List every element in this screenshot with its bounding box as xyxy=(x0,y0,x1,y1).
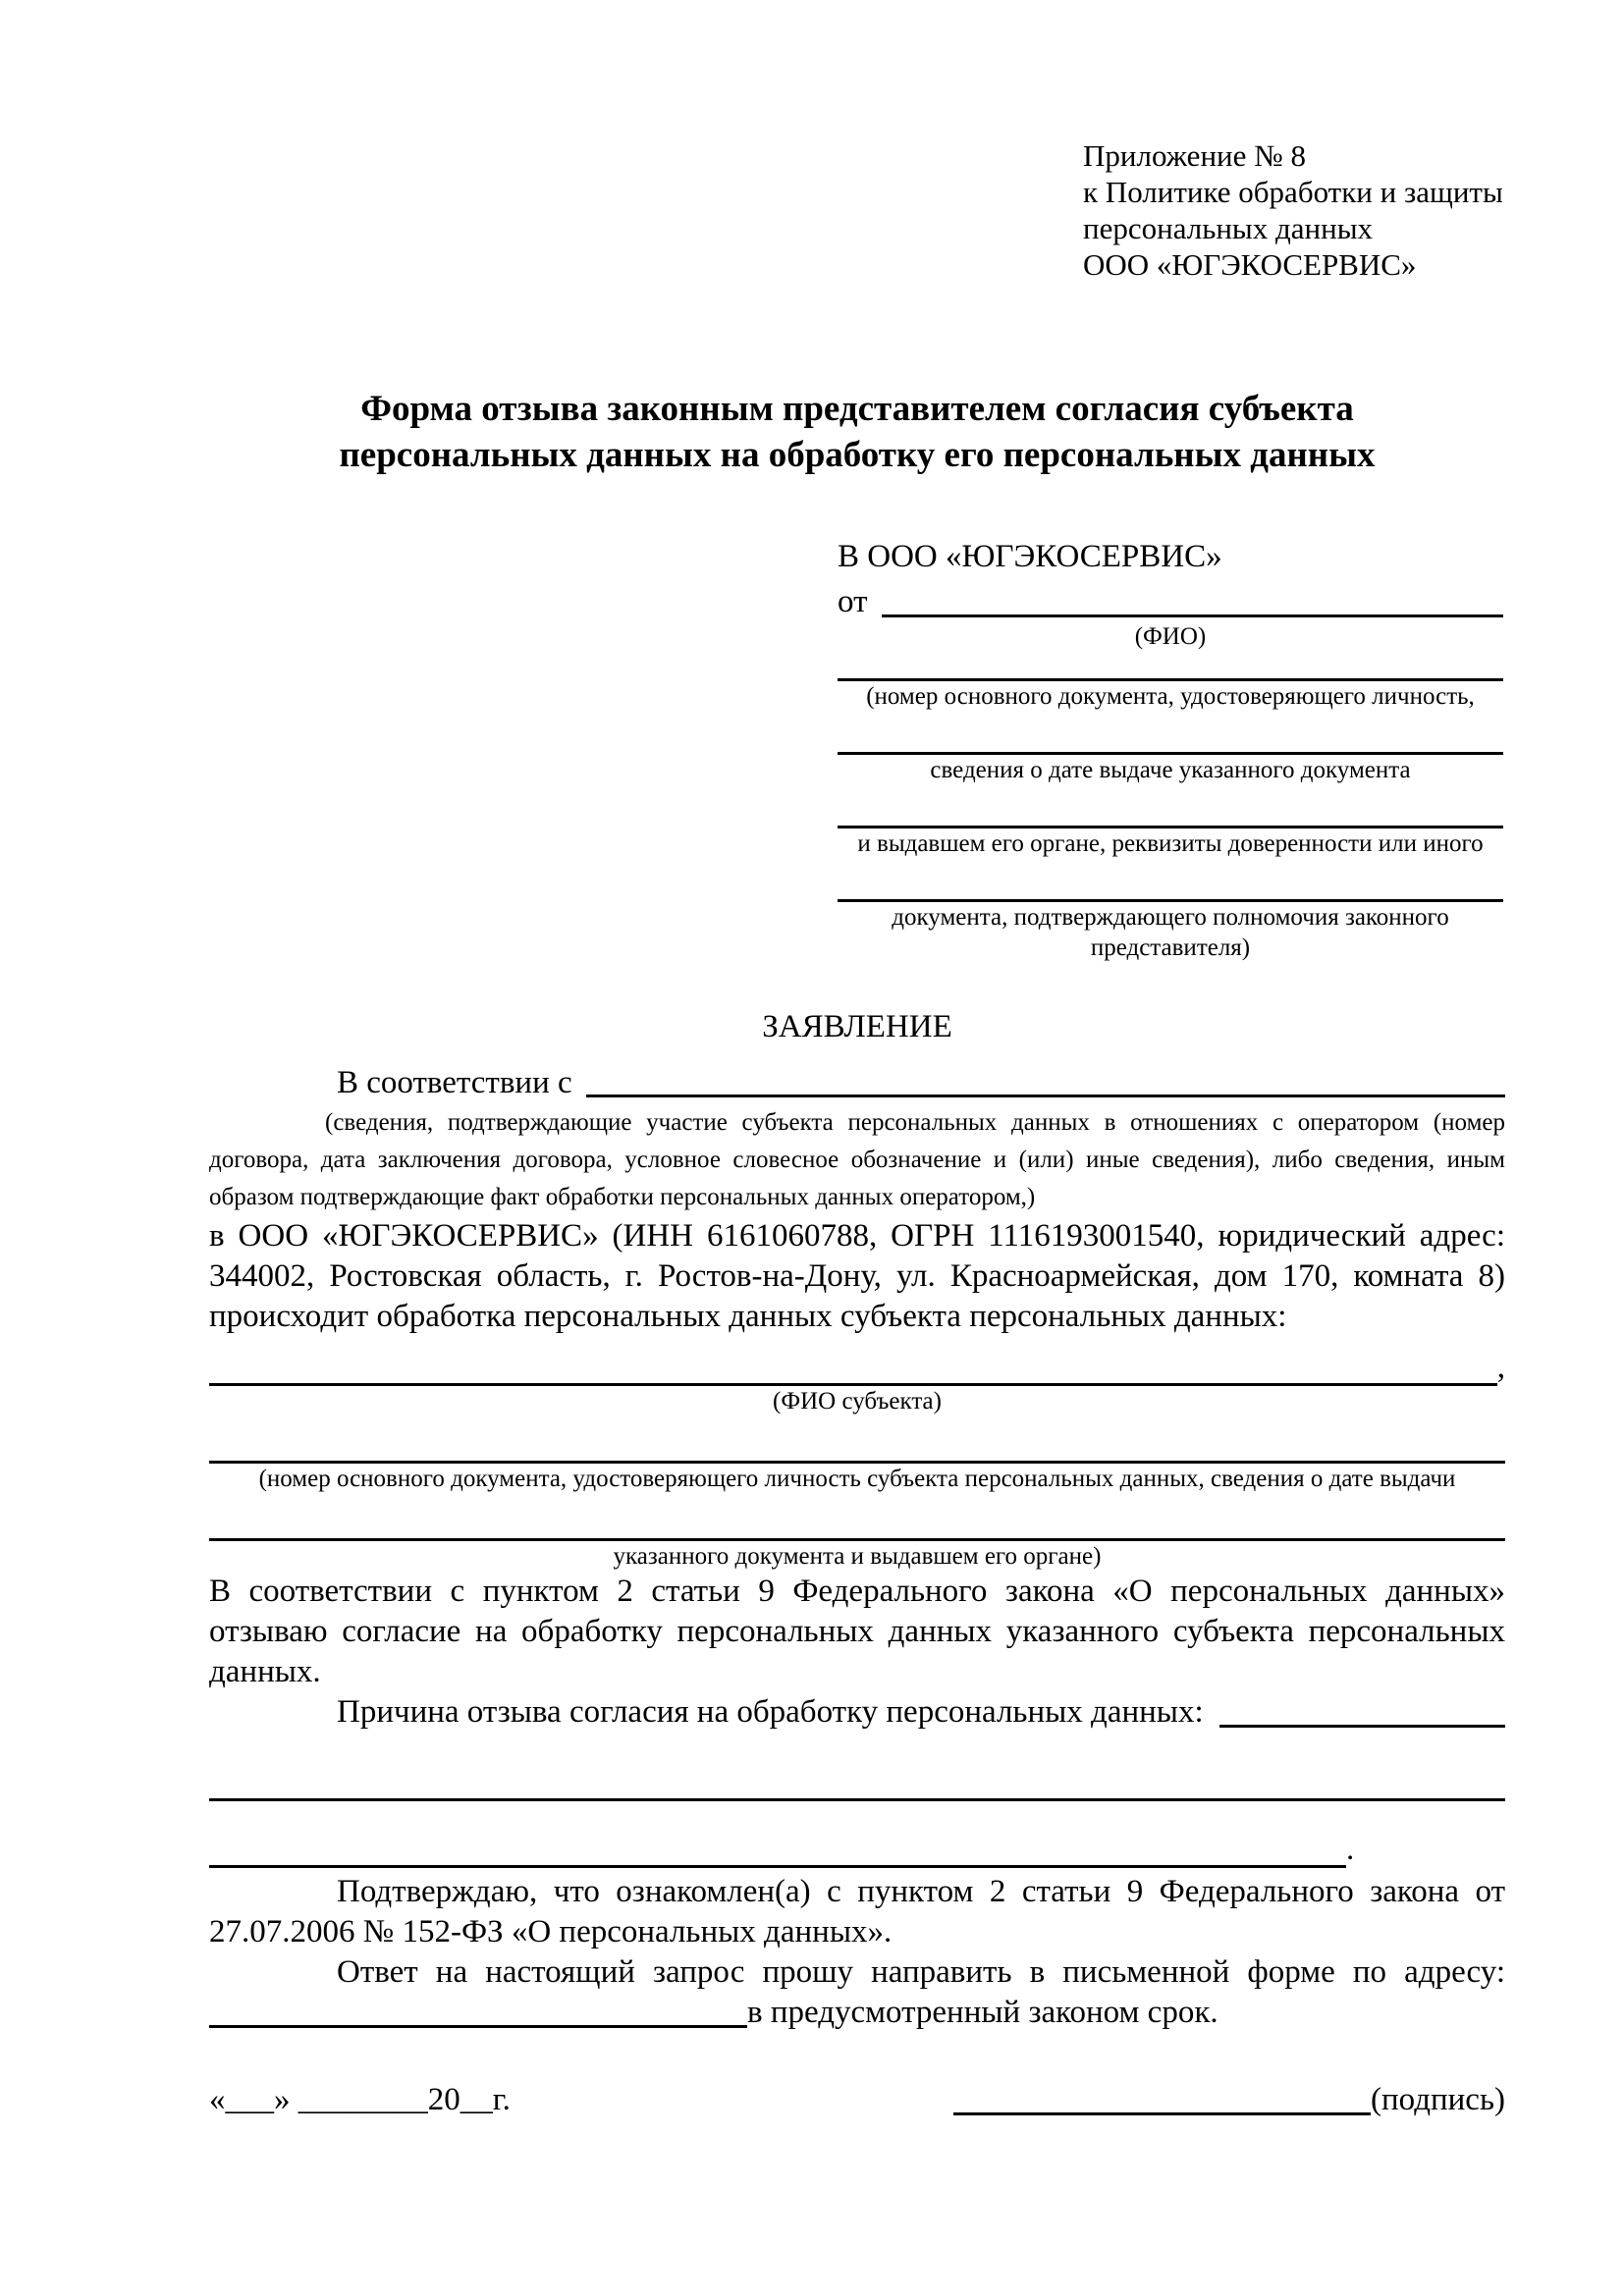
intro-label: В соответствии с xyxy=(337,1065,572,1100)
date-blank-text: «___» ________20__г. xyxy=(209,2082,511,2117)
reason-extra-row-2 xyxy=(209,1829,1505,1868)
reason-label: Причина отзыва согласия на обработку персональных данных: xyxy=(337,1694,1204,1730)
reason-blank-line xyxy=(1219,1692,1505,1728)
representative-doc-blank-line xyxy=(838,859,1503,902)
subject-doc-authority-blank-line xyxy=(209,1494,1505,1541)
doc-authority-blank-line xyxy=(838,785,1503,828)
subject-fio-blank-line xyxy=(209,1341,1497,1386)
reply-paragraph: Ответ на настоящий запрос прошу направить в письменной форме по адресу: xyxy=(337,1954,1505,1990)
statement-heading: ЗАЯВЛЕНИЕ xyxy=(762,1009,952,1044)
doc-number-caption: (номер основного документа, удостоверяющего личность, xyxy=(866,683,1475,710)
footer-row xyxy=(209,2080,1505,2120)
reason-extra-blank-line-2 xyxy=(209,1829,1346,1868)
from-label: от xyxy=(838,584,868,619)
reply-tail-text: в предусмотренный законом срок. xyxy=(747,1995,1218,2030)
intro-blank-line xyxy=(586,1063,1505,1097)
doc-number-blank-line xyxy=(838,652,1503,681)
appendix-line-2: к Политике обработки и защиты xyxy=(1083,175,1503,209)
intro-footnote: (сведения, подтверждающие участие субъекта персональных данных в отношениях с оператором (номер договора, дата заключения договора, условное словесное обозначение и (или) иные сведения), либо сведения, иным образом подтверждающие факт обработки персональных данных оператором,) xyxy=(209,1109,1505,1210)
reply-address-blank-line xyxy=(209,2025,747,2028)
subject-fio-caption: (ФИО субъекта) xyxy=(773,1388,942,1415)
signature-blank-line xyxy=(953,2112,1371,2115)
representative-doc-caption: документа, подтверждающего полномочия законного представителя) xyxy=(892,904,1449,961)
document-title: Форма отзыва законным представителем согласия субъекта персональных данных на обработку его персональных данных xyxy=(339,389,1376,475)
subject-fio-row xyxy=(209,1341,1505,1386)
reply-address-row xyxy=(209,1993,1505,2033)
trailing-comma: , xyxy=(1496,1350,1505,1385)
paragraph-indent xyxy=(209,1063,337,1102)
document-content xyxy=(209,0,1505,2120)
addressee-from-row xyxy=(838,582,1503,621)
trailing-period: . xyxy=(1346,1832,1355,1867)
doc-authority-caption: и выдавшем его органе, реквизиты доверенности или иного xyxy=(857,830,1484,857)
paragraph-indent xyxy=(209,1692,337,1733)
doc-issue-date-caption: сведения о дате выдаче указанного документа xyxy=(930,757,1411,783)
appendix-line-4: ООО «ЮГЭКОСЕРВИС» xyxy=(1083,247,1417,282)
signature-group xyxy=(953,2080,1505,2120)
reason-row xyxy=(209,1692,1505,1733)
subject-doc-caption-1: (номер основного документа, удостоверяющего личность субъекта персональных данных, сведения о дате выдачи xyxy=(258,1466,1456,1492)
addressee-to: В ООО «ЮГЭКОСЕРВИС» xyxy=(838,539,1222,574)
signature-caption: (подпись) xyxy=(1371,2082,1505,2117)
intro-row xyxy=(209,1063,1505,1102)
subject-doc-blank-line xyxy=(209,1416,1505,1464)
appendix-line-3: персональных данных xyxy=(1083,211,1374,245)
subject-doc-caption-2: указанного документа и выдавшем его органе) xyxy=(613,1543,1102,1570)
appendix-header xyxy=(1083,137,1505,283)
reason-extra-blank-line-1 xyxy=(209,1762,1505,1801)
confirm-paragraph: Подтверждаю, что ознакомлен(а) с пунктом 2 статьи 9 Федерального закона от 27.07.2006 № 152-ФЗ «О персональных данных». xyxy=(209,1874,1505,1949)
doc-issue-date-blank-line xyxy=(838,712,1503,755)
fio-caption: (ФИО) xyxy=(1134,623,1207,650)
withdraw-paragraph: В соответствии с пунктом 2 статьи 9 Федерального закона «О персональных данных» отзываю согласие на обработку персональных данных указанного субъекта персональных данных. xyxy=(209,1574,1505,1689)
operator-paragraph: в ООО «ЮГЭКОСЕРВИС» (ИНН 6161060788, ОГРН 1116193001540, юридический адрес: 344002, Ростовская область, г. Ростов-на-Дону, ул. Красноармейская, дом 170, комната 8) происходит обработка персональных данных субъекта персональных данных: xyxy=(209,1218,1505,1334)
addressee-block xyxy=(838,537,1503,963)
appendix-line-1: Приложение № 8 xyxy=(1083,138,1306,173)
from-fio-blank-line xyxy=(882,582,1504,617)
